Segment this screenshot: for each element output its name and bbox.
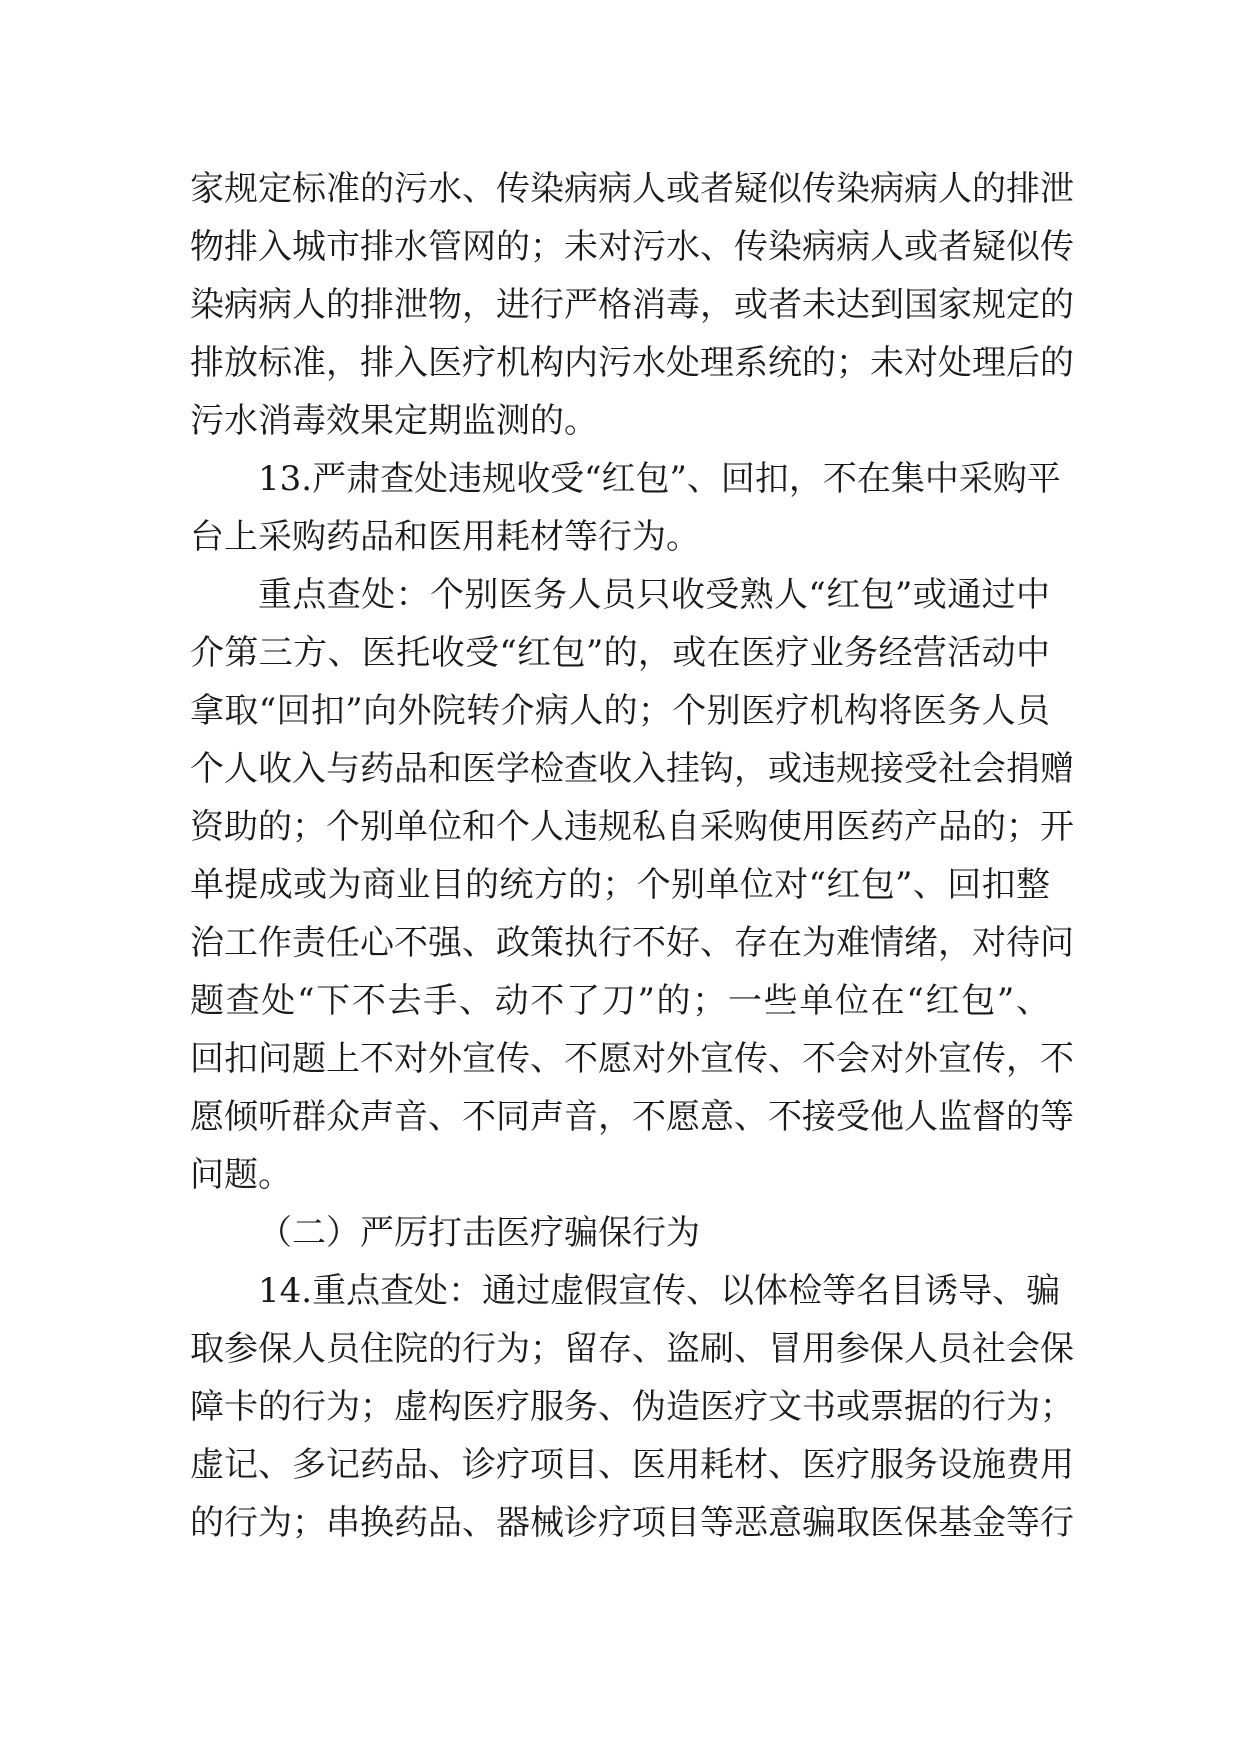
text-line: 介第三方、医托收受“红包”的，或在医疗业务经营活动中 xyxy=(190,633,1050,673)
text-line: 的行为；串换药品、器械诊疗项目等恶意骗取医保基金等行 xyxy=(190,1503,1074,1543)
text-line: 治工作责任心不强、政策执行不好、存在为难情绪，对待问 xyxy=(190,923,1074,963)
text-line: 问题。 xyxy=(190,1155,292,1195)
text-line: 回扣问题上不对外宣传、不愿对外宣传、不会对外宣传，不 xyxy=(190,1039,1074,1079)
item-14-first-line: 14.重点查处：通过虚假宣传、以体检等名目诱导、骗 xyxy=(258,1271,1061,1311)
item-13-heading-line: 13.严肃查处违规收受“红包”、回扣，不在集中采购平 xyxy=(258,459,1061,499)
text-line: 单提成或为商业目的统方的；个别单位对“红包”、回扣整 xyxy=(190,865,1050,905)
text-line: 物排入城市排水管网的；未对污水、传染病病人或者疑似传 xyxy=(190,227,1074,267)
text-line: 愿倾听群众声音、不同声音，不愿意、不接受他人监督的等 xyxy=(190,1097,1074,1137)
text-line: 资助的；个别单位和个人违规私自采购使用医药产品的；开 xyxy=(190,807,1074,847)
document-body xyxy=(190,160,1074,1552)
text-line: 取参保人员住院的行为；留存、盗刷、冒用参保人员社会保 xyxy=(190,1329,1074,1369)
text-line: 题查处“下不去手、动不了刀”的；一些单位在“红包”、 xyxy=(190,981,1050,1021)
text-line: 染病病人的排泄物，进行严格消毒，或者未达到国家规定的 xyxy=(190,285,1074,325)
text-line: 个人收入与药品和医学检查收入挂钩，或违规接受社会捐赠 xyxy=(190,749,1074,789)
text-line: 拿取“回扣”向外院转介病人的；个别医疗机构将医务人员 xyxy=(190,691,1050,731)
text-line: 家规定标准的污水、传染病病人或者疑似传染病病人的排泄 xyxy=(190,169,1074,209)
text-line: 污水消毒效果定期监测的。 xyxy=(190,401,598,441)
paragraph-first-line: 重点查处：个别医务人员只收受熟人“红包”或通过中 xyxy=(258,575,1050,615)
text-line: 虚记、多记药品、诊疗项目、医用耗材、医疗服务设施费用 xyxy=(190,1445,1074,1485)
section-heading: （二）严厉打击医疗骗保行为 xyxy=(258,1213,700,1253)
text-line: 台上采购药品和医用耗材等行为。 xyxy=(190,517,700,557)
text-line: 排放标准，排入医疗机构内污水处理系统的；未对处理后的 xyxy=(190,343,1074,383)
text-line: 障卡的行为；虚构医疗服务、伪造医疗文书或票据的行为； xyxy=(190,1387,1074,1427)
